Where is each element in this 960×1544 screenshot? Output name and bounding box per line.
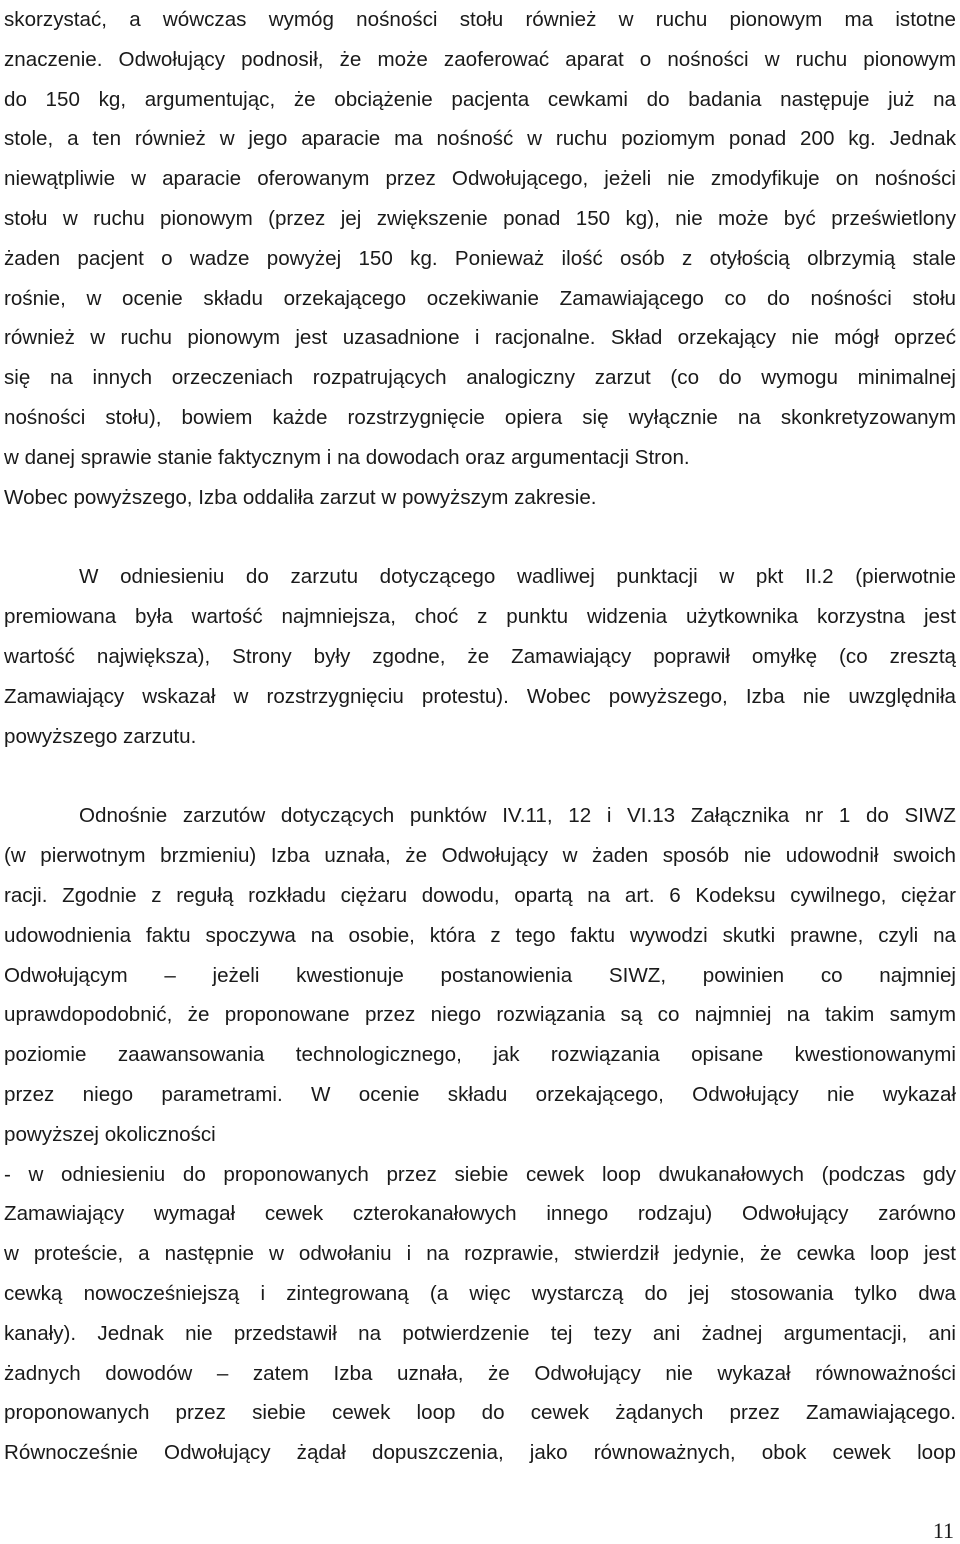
text-line: cewką nowocześniejszą i zintegrowaną (a więc wystarczą do jej stosowania tylko dwa	[4, 1281, 956, 1305]
text-line: poziomie zaawansowania technologicznego, jak rozwiązania opisane kwestionowanymi	[4, 1043, 956, 1067]
text-line: kanały). Jednak nie przedstawił na potwierdzenie tej tezy ani żadnej argumentacji, ani	[4, 1321, 956, 1345]
paragraph-scoring-error	[4, 557, 956, 756]
document-page	[4, 0, 956, 1473]
text-line: W odniesieniu do zarzutu dotyczącego wadliwej punktacji w pkt II.2 (pierwotnie	[79, 565, 956, 589]
text-line: żadnych dowodów – zatem Izba uznała, że Odwołujący nie wykazał równoważności	[4, 1361, 956, 1385]
text-line: racji. Zgodnie z regułą rozkładu ciężaru dowodu, opartą na art. 6 Kodeksu cywilnego, ciężar	[4, 883, 956, 907]
text-line: nośności stołu), bowiem każde rozstrzygnięcie opiera się wyłącznie na skonkretyzowanym	[4, 405, 956, 429]
text-line: powyższego zarzutu.	[4, 724, 197, 748]
text-line: w proteście, a następnie w odwołaniu i na rozprawie, stwierdził jedynie, że cewka loop jest	[4, 1242, 956, 1266]
text-line: w danej sprawie stanie faktycznym i na dowodach oraz argumentacji Stron.	[4, 445, 690, 469]
text-line: powyższej okoliczności	[4, 1122, 216, 1146]
text-line: się na innych orzeczeniach rozpatrujących analogiczny zarzut (co do wymogu minimalnej	[4, 366, 956, 390]
text-line: udowodnienia faktu spoczywa na osobie, która z tego faktu wywodzi skutki prawne, czyli na	[4, 923, 956, 947]
text-line: premiowana była wartość najmniejsza, choć z punktu widzenia użytkownika korzystna jest	[4, 605, 956, 629]
text-line: wartość największa), Strony były zgodne, że Zamawiający poprawił omyłkę (co zresztą	[4, 644, 956, 668]
text-line: uprawdopodobnić, że proponowane przez niego rozwiązania są co najmniej na takim samym	[4, 1003, 956, 1027]
page-number: 11	[932, 1518, 954, 1543]
text-line: stole, a ten również w jego aparacie ma nośność w ruchu poziomym ponad 200 kg. Jednak	[4, 127, 956, 151]
text-line: Odnośnie zarzutów dotyczących punktów IV.11, 12 i VI.13 Załącznika nr 1 do SIWZ	[79, 804, 956, 828]
text-line: również w ruchu pionowym jest uzasadnione i racjonalne. Skład orzekający nie mógł oprzeć	[4, 326, 956, 350]
text-line: (w pierwotnym brzmieniu) Izba uznała, że Odwołujący w żaden sposób nie udowodnił swoich	[4, 844, 956, 868]
text-line: Zamawiający wymagał cewek czterokanałowych innego rodzaju) Odwołujący zarówno	[4, 1202, 956, 1226]
text-line: Wobec powyższego, Izba oddaliła zarzut w powyższym zakresie.	[4, 485, 597, 509]
text-line: proponowanych przez siebie cewek loop do cewek żądanych przez Zamawiającego.	[4, 1401, 956, 1425]
text-line: Zamawiający wskazał w rozstrzygnięciu protestu). Wobec powyższego, Izba nie uwzględniła	[4, 684, 956, 708]
paragraph-gap	[4, 517, 956, 557]
text-line: do 150 kg, argumentując, że obciążenie pacjenta cewkami do badania następuje już na	[4, 87, 956, 111]
paragraph-gap	[4, 756, 956, 796]
text-line: Odwołującym – jeżeli kwestionuje postanowienia SIWZ, powinien co najmniej	[4, 963, 956, 987]
text-line: Równocześnie Odwołujący żądał dopuszczenia, jako równoważnych, obok cewek loop	[4, 1441, 956, 1465]
text-line: żaden pacjent o wadze powyżej 150 kg. Ponieważ ilość osób z otyłością olbrzymią stale	[4, 246, 956, 270]
paragraph-burden-of-proof	[4, 796, 956, 1473]
text-line: skorzystać, a wówczas wymóg nośności stołu również w ruchu pionowym ma istotne	[4, 8, 956, 31]
text-line: znaczenie. Odwołujący podnosił, że może zaoferować aparat o nośności w ruchu pionowym	[4, 47, 956, 71]
text-line: - w odniesieniu do proponowanych przez siebie cewek loop dwukanałowych (podczas gdy	[4, 1162, 956, 1186]
text-line: stołu w ruchu pionowym (przez jej zwiększenie ponad 150 kg), nie może być prześwietlony	[4, 206, 956, 230]
paragraph-table-load-capacity	[4, 0, 956, 517]
text-line: rośnie, w ocenie składu orzekającego oczekiwanie Zamawiającego co do nośności stołu	[4, 286, 956, 310]
text-line: przez niego parametrami. W ocenie składu orzekającego, Odwołujący nie wykazał	[4, 1082, 956, 1106]
text-line: niewątpliwie w aparacie oferowanym przez Odwołującego, jeżeli nie zmodyfikuje on nośności	[4, 167, 956, 191]
